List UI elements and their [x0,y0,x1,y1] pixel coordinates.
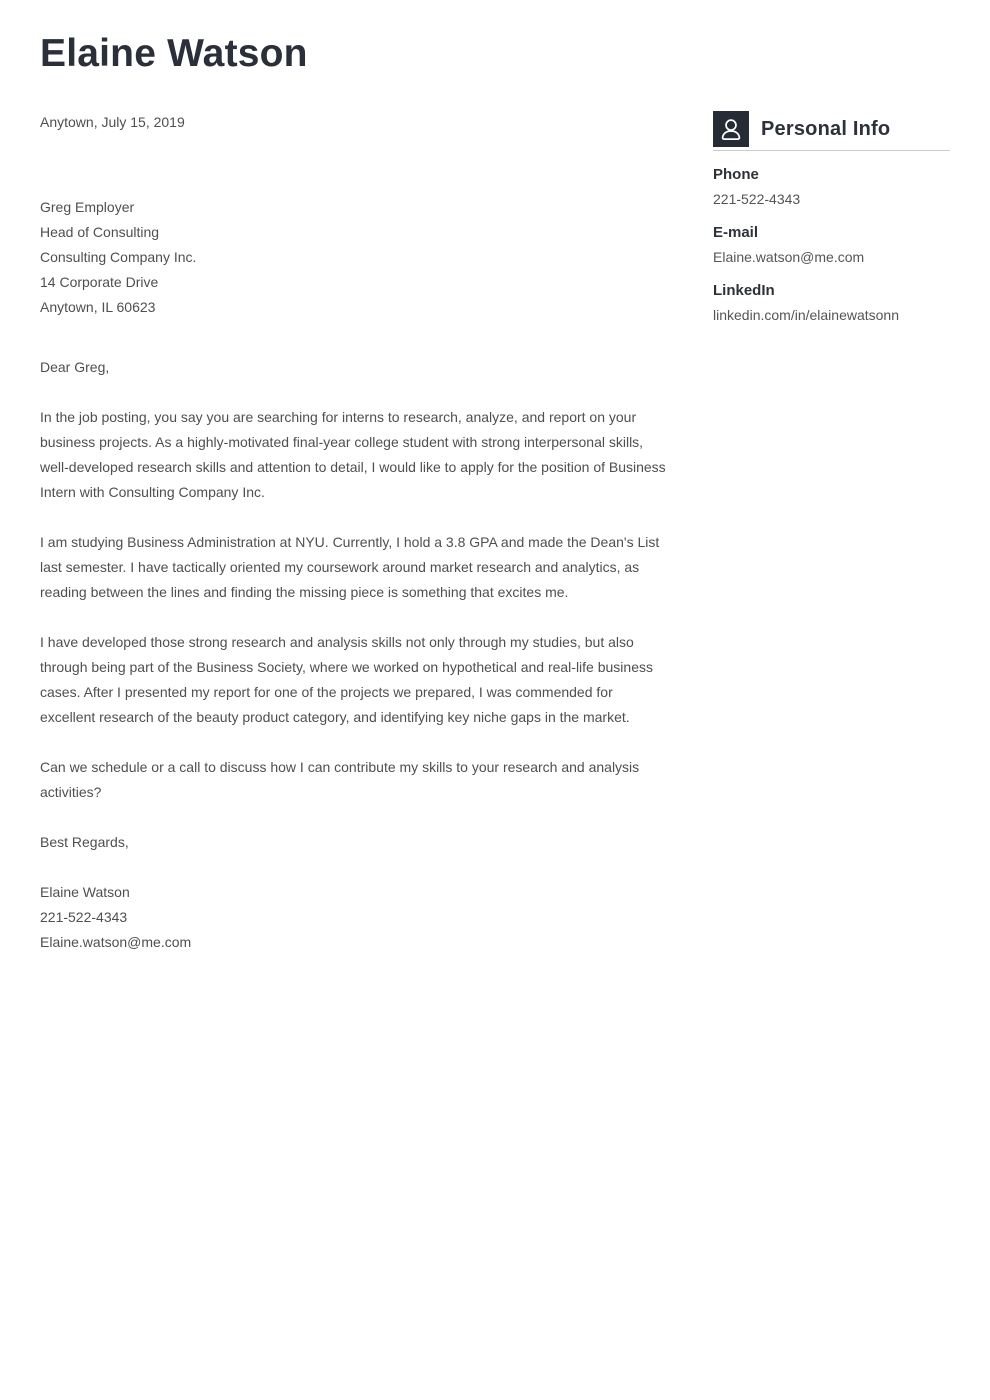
contact-item-linkedin [713,278,950,328]
personal-info-header [713,111,950,147]
page-title: Elaine Watson [40,32,308,75]
contact-value: Elaine.watson@me.com [713,249,865,265]
letter-paragraph: I am studying Business Administration at NYU. Currently, I hold a 3.8 GPA and made the Dean's List last semester. I have tactically oriented my coursework around market research and analytics, as reading between the lines and finding the missing piece is something that excites me. [40,534,660,600]
contact-label: E-mail [713,224,759,241]
person-icon [713,111,749,147]
contact-item-email [713,220,950,270]
signature-phone: 221-522-4343 [40,909,128,925]
letter-body [40,30,670,955]
contact-item-phone [713,162,950,212]
divider [713,150,950,151]
personal-info-sidebar [713,111,950,336]
signature-email: Elaine.watson@me.com [40,934,192,950]
letter-paragraph: Can we schedule or a call to discuss how I can contribute my skills to your research and analysis activities? [40,759,640,800]
closing: Best Regards, [40,834,129,850]
salutation: Dear Greg, [40,359,110,375]
recipient-block [40,195,670,320]
sidebar-heading: Personal Info [761,117,891,140]
contact-value: 221-522-4343 [713,191,801,207]
contact-label: LinkedIn [713,282,775,299]
signature-name: Elaine Watson [40,884,130,900]
recipient-street: 14 Corporate Drive [40,274,159,290]
contact-value: linkedin.com/in/elainewatsonn [713,307,899,323]
recipient-city: Anytown, IL 60623 [40,299,156,315]
recipient-title: Head of Consulting [40,224,160,240]
letter-paragraph: I have developed those strong research and analysis skills not only through my studies, but also through being part of the Business Society, where we worked on hypothetical and real-life business cases. After I presented my report for one of the projects we prepared, I was commended for excellent research of the beauty product category, and identifying key niche gaps in the market. [40,634,653,725]
signature-block [40,880,670,955]
recipient-company: Consulting Company Inc. [40,249,197,265]
contact-label: Phone [713,166,759,183]
date-line: Anytown, July 15, 2019 [40,114,185,130]
recipient-name: Greg Employer [40,199,135,215]
letter-paragraph: In the job posting, you say you are searching for interns to research, analyze, and report on your business projects. As a highly-motivated final-year college student with strong interpersonal skills, well-developed research skills and attention to detail, I would like to apply for the position of Business Intern with Consulting Company Inc. [40,409,666,500]
